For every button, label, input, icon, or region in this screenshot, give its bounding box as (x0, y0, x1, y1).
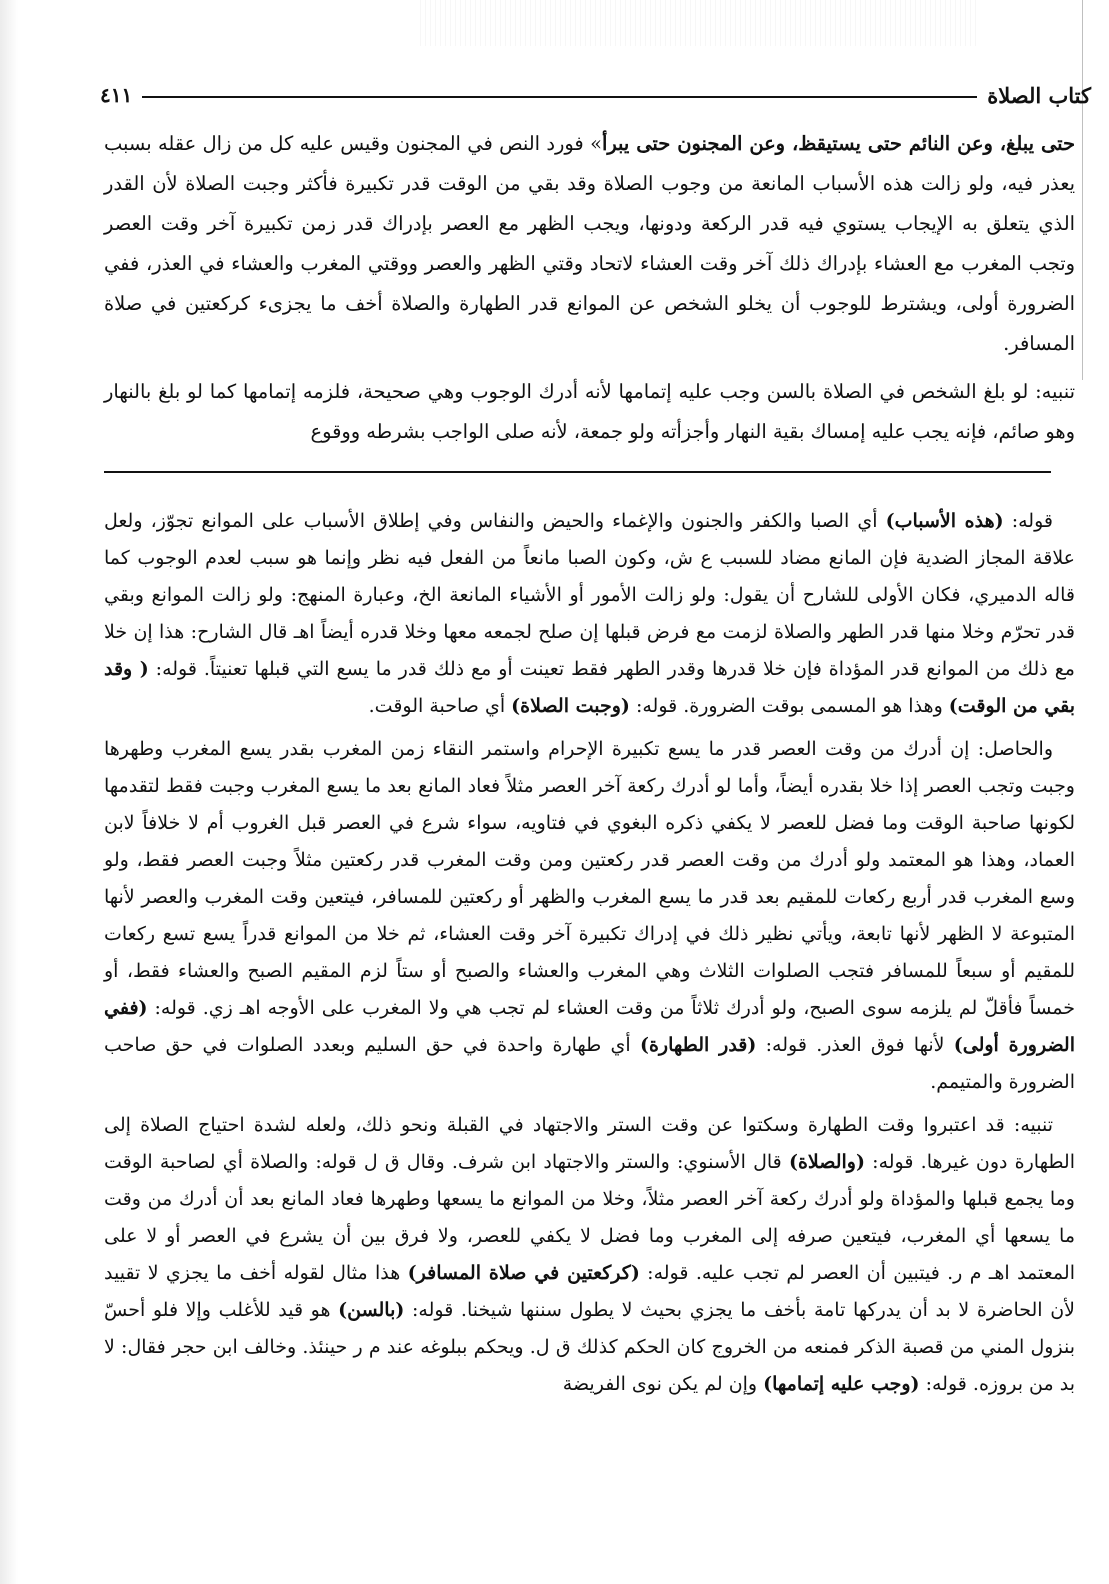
main-paragraph-1 (104, 124, 1075, 364)
footnote-divider (104, 471, 1051, 473)
quoted-term: (والصلاة) (788, 1151, 865, 1173)
main-paragraph-2 (104, 372, 1075, 452)
page-number: ٤١١ (100, 83, 133, 107)
commentary-segment: أي طهارة واحدة في حق السليم وبعدد الصلوات في حق صاحب الضرورة والمتيمم. (104, 1034, 1075, 1093)
scan-noise-left (0, 0, 18, 1584)
commentary-paragraph-1 (104, 503, 1075, 725)
commentary (104, 503, 1075, 1403)
main-text (104, 124, 1075, 452)
quoted-term: (هذه الأسباب) (885, 510, 1004, 532)
quoted-term: (وجب عليه إتمامها) (763, 1373, 920, 1395)
quoted-term: (ففي الضرورة أولى) (104, 997, 1075, 1056)
commentary-paragraph-2 (104, 731, 1075, 1101)
commentary-segment: أي صاحبة الوقت. (368, 695, 512, 717)
commentary-segment: قوله: (1003, 510, 1053, 532)
quoted-term: (كركعتين في صلاة المسافر) (407, 1262, 640, 1284)
scan-noise-right (1082, 0, 1109, 380)
commentary-segment: وهذا هو المسمى بوقت الضرورة. قوله: (629, 695, 949, 717)
quoted-term: (قدر الطهارة) (639, 1034, 757, 1056)
main-text-segment: تنبيه: لو بلغ الشخص في الصلاة بالسن وجب عليه إتمامها لأنه أدرك الوجوب وهي صحيحة، فلزمه إتمامها كما لو بلغ بالنهار وهو صائم، فإنه يجب عليه إمساك بقية النهار وأجزأته ولو جمعة، لأنه صلى الواجب بشرطه ووقوع (104, 380, 1075, 443)
commentary-paragraph-3 (104, 1107, 1075, 1403)
quoted-term: (وجبت الصلاة) (511, 695, 630, 717)
quoted-term: ( وقد بقي من الوقت) (104, 658, 1075, 717)
commentary-segment: تنبيه: قد اعتبروا وقت الطهارة وسكتوا عن وقت الستر والاجتهاد في القبلة ونحو ذلك، ولعله لشدة احتياج الصلاة إلى الطهارة دون غيرها. قوله: (104, 1114, 1075, 1173)
commentary-segment: قال الأسنوي: والستر والاجتهاد ابن شرف. وقال ق ل قوله: والصلاة أي لصاحبة الوقت وما يجمع قبلها والمؤداة ولو أدرك ركعة آخر العصر مثلاً، وخلا من الموانع ما يسعها وطهرها فعاد المانع بعد أن أدرك من وقت ما يسعها أي المغرب، فيتعين صرفه إلى المغرب وما فضل لا يكفي للعصر، ولا فرق بين أن يشرع في العصر أو لا على المعتمد اهـ م ر. فيتبين أن العصر لم تجب عليه. قوله: (104, 1151, 1075, 1284)
commentary-segment: والحاصل: إن أدرك من وقت العصر قدر ما يسع تكبيرة الإحرام واستمر النقاء زمن المغرب بقدر يسع المغرب وطهرها وجبت وتجب العصر إذا خلا بقدره أيضاً، وأما لو أدرك ركعة آخر العصر مثلاً فعاد المانع بعد ما يسع المغرب وجبت فقط لتقدمها لكونها صاحبة الوقت وما فضل للعصر لا يكفي ذكره البغوي في فتاويه، سواء شرع في العصر قبل الغروب أم لا خلافاً لابن العماد، وهذا هو المعتمد ولو أدرك من وقت العصر قدر ركعتين ومن وقت المغرب قدر ركعتين مثلاً وجبت العصر فقط، ولو وسع المغرب قدر أربع ركعات للمقيم بعد قدر ما يسع المغرب والظهر أو ركعتين للمسافر، فيتعين وقت المغرب والعصر لأنها المتبوعة لا الظهر لأنها تابعة، ويأتي نظير ذلك في إدراك تكبيرة آخر وقت العشاء، ثم خلا من الموانع قدراً يسع تسع ركعات للمقيم أو سبعاً للمسافر فتجب الصلوات الثلاث وهي المغرب والعشاء والصبح أو ستاً لزم المقيم الصبح والعشاء فقط، أو خمساً فأقلّ لم يلزمه سوى الصبح، ولو أدرك ثلاثاً من وقت العشاء لم تجب هي ولا المغرب على الأوجه اهـ زي. قوله: (104, 738, 1075, 1019)
commentary-segment: لأنها فوق العذر. قوله: (756, 1034, 954, 1056)
commentary-segment: هذا مثال لقوله أخف ما يجزي لا تقييد لأن الحاضرة لا بد أن يدركها تامة بأخف ما يجزي بحيث لا يطول سننها شيخنا. قوله: (104, 1262, 1075, 1321)
header-rule (142, 96, 977, 98)
commentary-segment: أي الصبا والكفر والجنون والإغماء والحيض والنفاس وفي إطلاق الأسباب على الموانع تجوّز، ولعل علاقة المجاز الضدية فإن المانع مضاد للسبب ع ش، وكون الصبا مانعاً من الفعل فيه نظر وإنما هو سبب لعدم الوجوب كما قاله الدميري، فكان الأولى للشارح أن يقول: ولو زالت الأمور أو الأشياء المانعة الخ، وعبارة المنهج: ولو زالت الموانع وبقي قدر تحرّم وخلا منها قدر الطهر والصلاة لزمت مع فرض قبلها إن صلح لجمعه معها وخلا قدره أيضاً اهـ قال الشارح: هذا إن خلا مع ذلك من الموانع قدر المؤداة فإن خلا قدرها وقدر الطهر فقط تعينت أو مع ذلك قدر ما يسع التي قبلها تعنيتاً. قوله: (104, 510, 1075, 680)
scan-noise-top (420, 0, 980, 46)
commentary-segment: هو قيد للأغلب وإلا فلو أحسّ بنزول المني من قصبة الذكر فمنعه من الخروج كان الحكم كذلك ق ل. ويحكم ببلوغه عند م ر حينئذ. وخالف ابن حجر فقال: لا بد من بروزه. قوله: (104, 1299, 1075, 1395)
main-text-segment: » فورد النص في المجنون وقيس عليه كل من زال عقله بسبب يعذر فيه، (104, 132, 1075, 195)
main-text-segment: ولو زالت هذه الأسباب المانعة من وجوب الصلاة وقد بقي من الوقت قدر تكبيرة فأكثر وجبت الصلاة لأن القدر الذي يتعلق به الإيجاب يستوي فيه قدر الركعة ودونها، ويجب الظهر مع العصر بإدراك قدر زمن تكبيرة آخر وقت العصر وتجب المغرب مع العشاء بإدراك ذلك آخر وقت العشاء لاتحاد وقتي الظهر والعصر ووقتي المغرب والعشاء في العذر، ففي الضرورة أولى، ويشترط للوجوب أن يخلو الشخص عن الموانع قدر الطهارة والصلاة أخف ما يجزىء كركعتين في صلاة المسافر. (104, 172, 1075, 355)
quoted-term: (بالسن) (338, 1299, 405, 1321)
running-header (100, 78, 1091, 112)
chapter-title: كتاب الصلاة (987, 82, 1091, 108)
commentary-segment: وإن لم يكن نوى الفريضة (562, 1373, 764, 1395)
hadith-quote: حتى يبلغ، وعن النائم حتى يستيقظ، وعن المجنون حتى يبرأ (601, 132, 1075, 155)
